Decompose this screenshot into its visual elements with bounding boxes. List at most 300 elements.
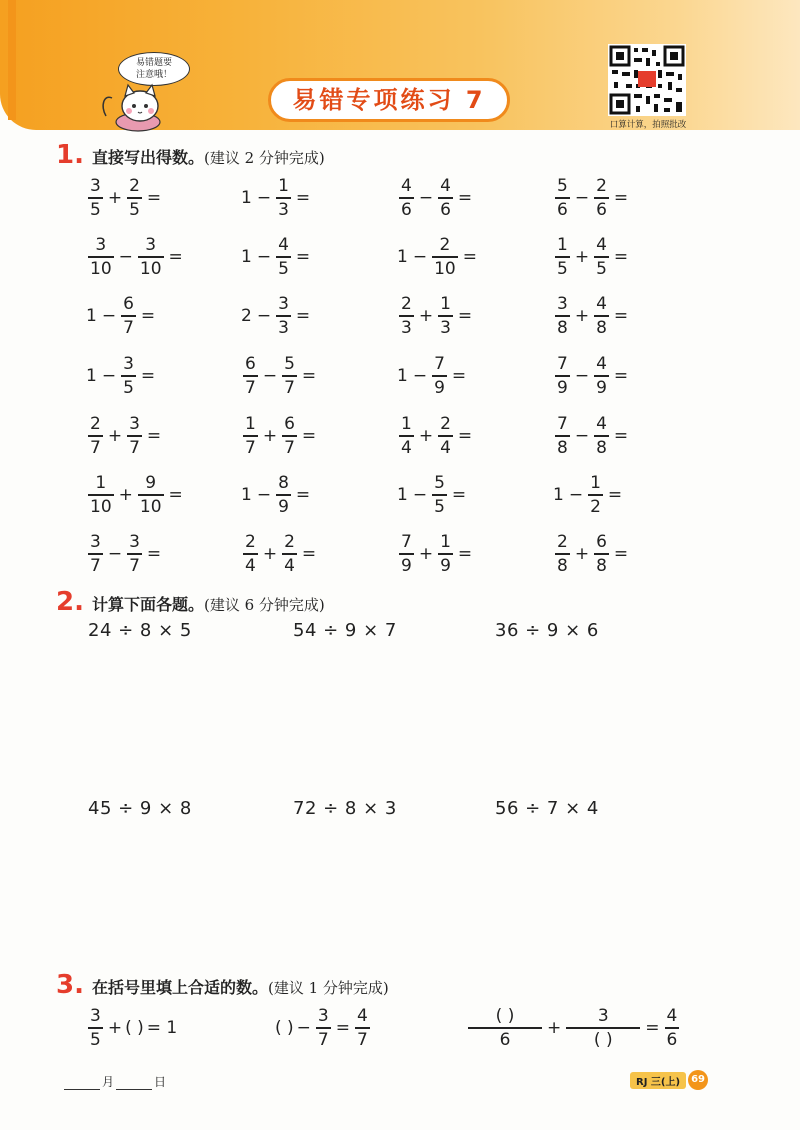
fraction-bar: [594, 315, 609, 317]
operator: −: [412, 366, 428, 386]
fraction: [438, 414, 453, 458]
fraction-bar: [243, 375, 258, 377]
fraction: [555, 176, 570, 220]
denominator: 7: [245, 437, 256, 458]
fraction-bar: [127, 435, 142, 437]
numerator: 6: [245, 354, 256, 375]
operator: +: [574, 544, 590, 564]
operator: =: [168, 485, 183, 505]
answer-blank[interactable]: ( ): [125, 1018, 144, 1038]
bubble-line-2: 注意哦！: [135, 70, 172, 80]
fraction-bar: [566, 1027, 640, 1029]
fraction: [138, 473, 164, 517]
operator: =: [146, 188, 162, 208]
denominator: 3: [440, 317, 451, 338]
operator: −: [412, 485, 428, 505]
section-2-heading: [56, 587, 325, 615]
denominator: 9: [278, 496, 289, 517]
fraction: [88, 473, 114, 517]
numerator: 4: [401, 176, 412, 197]
mental-math-problem: [86, 411, 164, 461]
denominator: 7: [284, 437, 295, 458]
fraction-bar: [594, 553, 609, 555]
operator: =: [613, 544, 629, 564]
numerator: 9: [145, 473, 157, 494]
operator: +: [107, 188, 123, 208]
denominator: 10: [139, 258, 162, 279]
operator: =: [301, 366, 317, 386]
numerator: 2: [440, 414, 451, 435]
mental-math-problem: [397, 232, 480, 282]
operator: −: [574, 366, 590, 386]
calc-problem: 36 ÷ 9 × 6: [495, 620, 599, 641]
numerator: 3: [597, 1006, 609, 1027]
denominator: 7: [129, 555, 140, 576]
operator: −: [574, 188, 590, 208]
fraction: [127, 176, 142, 220]
fraction: [88, 176, 103, 220]
mental-math-problem: [241, 411, 319, 461]
denominator: 5: [129, 199, 140, 220]
numerator: 7: [401, 532, 412, 553]
denominator: 9: [434, 377, 445, 398]
fraction: [276, 473, 291, 517]
mental-math-problem: [397, 411, 475, 461]
month-label: 月: [102, 1075, 115, 1089]
numerator: 6: [284, 414, 295, 435]
numerator: 2: [596, 176, 607, 197]
fraction: [316, 1006, 331, 1050]
fraction-bar: [399, 553, 414, 555]
mental-math-problem: [86, 291, 158, 341]
fraction: [282, 414, 297, 458]
denominator: 7: [123, 317, 134, 338]
page-title: 易错专项练习 7: [268, 78, 510, 122]
fraction-bar: [555, 435, 570, 437]
fraction: [594, 532, 609, 576]
operator: =: [301, 426, 317, 446]
numerator: 3: [123, 354, 134, 375]
denominator: 9: [596, 377, 607, 398]
fraction-bar: [121, 315, 136, 317]
fill-blank-problem-3: [466, 1003, 681, 1053]
operator: =: [146, 426, 162, 446]
fraction-bar: [243, 435, 258, 437]
operator: =: [295, 485, 311, 505]
day-blank[interactable]: [116, 1089, 152, 1090]
mental-math-problem: [553, 411, 631, 461]
denominator: 6: [557, 199, 568, 220]
operator: +: [418, 426, 434, 446]
numerator: 6: [596, 532, 607, 553]
fraction: [555, 414, 570, 458]
fraction: [594, 235, 609, 279]
fraction-bar: [276, 494, 291, 496]
denominator: 7: [129, 437, 140, 458]
whole-number: 1: [553, 485, 564, 505]
fraction: [594, 354, 609, 398]
denominator: 4: [401, 437, 412, 458]
numerator: 1: [278, 176, 289, 197]
minus-sign: −: [296, 1018, 311, 1038]
mental-math-problem: [397, 470, 469, 520]
operator: =: [607, 485, 623, 505]
answer-blank[interactable]: ( ): [593, 1029, 613, 1050]
denominator: 8: [596, 317, 607, 338]
mental-math-problem: [553, 351, 631, 401]
fraction-bar: [432, 375, 447, 377]
fraction: [665, 1006, 680, 1050]
section-1-number: 1.: [56, 140, 84, 170]
fraction-bar: [555, 256, 570, 258]
fraction: [243, 532, 258, 576]
date-field: [62, 1073, 166, 1090]
header-edge: [8, 0, 16, 120]
operator: =: [457, 306, 473, 326]
mental-math-problem: [397, 173, 475, 223]
mental-math-problem: [241, 470, 313, 520]
qr-code-icon[interactable]: [608, 44, 686, 116]
fraction: [88, 1006, 103, 1050]
fraction: [594, 294, 609, 338]
fraction-bar: [88, 197, 103, 199]
numerator: 4: [596, 414, 607, 435]
numerator: 3: [90, 532, 101, 553]
mental-math-problem: [553, 232, 631, 282]
operator: −: [101, 306, 117, 326]
fraction: [399, 414, 414, 458]
denominator: 6: [499, 1029, 511, 1050]
fraction-bar: [468, 1027, 542, 1029]
denominator: 5: [90, 1029, 101, 1050]
mental-math-problem: [86, 173, 164, 223]
fraction: [243, 414, 258, 458]
calc-problem: 45 ÷ 9 × 8: [88, 798, 192, 819]
denominator: 2: [590, 496, 601, 517]
mental-math-problem: [553, 529, 631, 579]
denominator: 8: [557, 555, 568, 576]
denominator: 10: [434, 258, 456, 279]
fraction: [468, 1006, 542, 1050]
whole-number: 1: [397, 366, 408, 386]
fraction: [438, 532, 453, 576]
whole-number: 1: [86, 306, 97, 326]
fraction: [88, 414, 103, 458]
fraction-bar: [665, 1027, 680, 1029]
whole-number: 1: [397, 485, 408, 505]
numerator: 5: [284, 354, 295, 375]
operator: =: [301, 544, 317, 564]
calc-problem: 56 ÷ 7 × 4: [495, 798, 599, 819]
operator: =: [457, 544, 473, 564]
fraction: [438, 294, 453, 338]
numerator: 2: [401, 294, 412, 315]
numerator: 4: [596, 235, 607, 256]
denominator: 5: [90, 199, 101, 220]
numerator: 3: [557, 294, 568, 315]
fill-blank-problem-1: [86, 1003, 180, 1053]
denominator: 5: [557, 258, 568, 279]
numerator: 1: [401, 414, 412, 435]
operator: −: [574, 426, 590, 446]
fraction-bar: [316, 1027, 331, 1029]
fraction-bar: [555, 315, 570, 317]
fraction: [594, 176, 609, 220]
numerator: 7: [557, 354, 568, 375]
denominator: 9: [401, 555, 412, 576]
mental-math-problem: [86, 470, 186, 520]
denominator: 3: [278, 317, 289, 338]
denominator: 7: [90, 437, 101, 458]
numerator: 7: [557, 414, 568, 435]
fraction-bar: [594, 375, 609, 377]
mental-math-problem: [86, 529, 164, 579]
denominator: 3: [278, 199, 289, 220]
fraction-bar: [399, 435, 414, 437]
plus-sign: +: [547, 1018, 562, 1038]
fraction-bar: [276, 256, 291, 258]
day-label: 日: [154, 1075, 167, 1089]
section-2-instruction: 计算下面各题。: [91, 595, 204, 614]
denominator: 10: [90, 258, 112, 279]
fraction: [432, 473, 447, 517]
operator: +: [574, 306, 590, 326]
equals-sign: =: [335, 1018, 350, 1038]
fraction-bar: [88, 553, 103, 555]
numerator: 3: [317, 1006, 329, 1027]
numerator: 2: [245, 532, 256, 553]
fraction-bar: [555, 375, 570, 377]
fraction: [282, 354, 297, 398]
denominator: 3: [401, 317, 412, 338]
fraction: [121, 294, 136, 338]
denominator: 9: [440, 555, 451, 576]
fraction: [566, 1006, 640, 1050]
numerator: 4: [278, 235, 289, 256]
denominator: 6: [440, 199, 451, 220]
denominator: 7: [245, 377, 256, 398]
fraction-bar: [438, 435, 453, 437]
fraction-bar: [138, 256, 164, 258]
operator: =: [613, 247, 629, 267]
denominator: 5: [596, 258, 607, 279]
fraction: [276, 294, 291, 338]
numerator: 4: [596, 294, 607, 315]
denominator: 7: [317, 1029, 329, 1050]
calc-problem: 24 ÷ 8 × 5: [88, 620, 192, 641]
month-blank[interactable]: [64, 1089, 100, 1090]
fraction-bar: [438, 553, 453, 555]
fraction: [88, 532, 103, 576]
page-number: 69: [688, 1070, 708, 1090]
fraction-bar: [399, 197, 414, 199]
denominator: 6: [401, 199, 412, 220]
mental-math-problem: [553, 291, 631, 341]
denominator: 10: [139, 496, 162, 517]
denominator: 7: [90, 555, 101, 576]
operator: −: [256, 188, 272, 208]
numerator: 1: [440, 294, 451, 315]
denominator: 4: [284, 555, 295, 576]
operator: =: [613, 306, 629, 326]
operator: −: [107, 544, 123, 564]
numerator: 1: [95, 473, 107, 494]
fraction-bar: [88, 256, 114, 258]
operator: −: [256, 247, 272, 267]
mental-math-problem: [553, 173, 631, 223]
section-3-heading: [56, 970, 389, 998]
fraction-bar: [594, 256, 609, 258]
numerator: 1: [590, 473, 601, 494]
fraction: [127, 414, 142, 458]
denominator: 8: [596, 555, 607, 576]
operator: −: [256, 306, 272, 326]
denominator: 10: [90, 496, 112, 517]
mental-math-problem: [397, 529, 475, 579]
footer-tag: [630, 1070, 708, 1090]
operator: =: [613, 366, 629, 386]
fraction: [399, 532, 414, 576]
numerator: 7: [434, 354, 445, 375]
operator: =: [140, 306, 156, 326]
section-2-number: 2.: [56, 587, 84, 617]
operator: −: [101, 366, 117, 386]
operator: =: [613, 188, 629, 208]
fraction: [432, 235, 458, 279]
numerator: 3: [90, 176, 101, 197]
fraction-bar: [127, 553, 142, 555]
whole-number: 1: [86, 366, 97, 386]
numerator: 2: [90, 414, 101, 435]
mental-math-problem: [397, 351, 469, 401]
operator: =: [457, 188, 473, 208]
operator: =: [168, 247, 183, 267]
denominator: 8: [596, 437, 607, 458]
mental-math-problem: [241, 351, 319, 401]
fraction: [555, 532, 570, 576]
operator: +: [262, 544, 278, 564]
fraction-bar: [438, 197, 453, 199]
operator: −: [118, 247, 133, 267]
section-3-number: 3.: [56, 970, 84, 1000]
fraction-bar: [355, 1027, 370, 1029]
operator: =: [295, 188, 311, 208]
fraction: [438, 176, 453, 220]
fraction-bar: [127, 197, 142, 199]
operator: −: [418, 188, 434, 208]
numerator: 4: [440, 176, 451, 197]
denominator: 8: [557, 317, 568, 338]
equals-result: = 1: [146, 1018, 178, 1038]
fraction-bar: [121, 375, 136, 377]
fraction: [555, 354, 570, 398]
operator: =: [451, 485, 467, 505]
fraction: [276, 235, 291, 279]
mental-math-problem: [241, 291, 313, 341]
fraction-bar: [282, 553, 297, 555]
fraction: [127, 532, 142, 576]
section-1-hint: (建议 2 分钟完成): [203, 149, 325, 167]
numerator: 1: [245, 414, 256, 435]
whole-number: 1: [241, 188, 252, 208]
fraction-bar: [555, 197, 570, 199]
section-1-heading: [56, 140, 325, 168]
equals-sign: =: [645, 1018, 660, 1038]
operator: −: [412, 247, 428, 267]
mental-math-problem: [86, 351, 158, 401]
plus-sign: +: [107, 1018, 123, 1038]
fraction-bar: [88, 494, 114, 496]
fraction: [243, 354, 258, 398]
mental-math-problem: [86, 232, 186, 282]
answer-blank[interactable]: ( ): [495, 1006, 515, 1027]
operator: =: [295, 247, 311, 267]
answer-blank[interactable]: ( ): [275, 1018, 294, 1038]
denominator: 7: [357, 1029, 368, 1050]
mental-math-problem: [241, 529, 319, 579]
operator: +: [418, 544, 434, 564]
cat-mascot-icon: [98, 76, 178, 132]
denominator: 6: [596, 199, 607, 220]
fraction: [355, 1006, 370, 1050]
numerator: 8: [278, 473, 289, 494]
numerator: 3: [145, 235, 157, 256]
section-1-instruction: 直接写出得数。: [91, 148, 204, 167]
mental-math-problem: [241, 173, 313, 223]
numerator: 3: [95, 235, 107, 256]
operator: =: [462, 247, 477, 267]
operator: =: [140, 366, 156, 386]
operator: −: [256, 485, 272, 505]
denominator: 4: [440, 437, 451, 458]
whole-number: 1: [241, 485, 252, 505]
whole-number: 1: [397, 247, 408, 267]
operator: =: [146, 544, 162, 564]
numerator: 4: [596, 354, 607, 375]
operator: −: [262, 366, 278, 386]
fraction-bar: [88, 435, 103, 437]
fraction-bar: [432, 256, 458, 258]
fraction-bar: [594, 435, 609, 437]
fraction-bar: [88, 1027, 103, 1029]
numerator: 1: [440, 532, 451, 553]
numerator: 5: [557, 176, 568, 197]
mental-math-problem: [553, 470, 625, 520]
numerator: 4: [357, 1006, 368, 1027]
operator: =: [457, 426, 473, 446]
fraction-bar: [399, 315, 414, 317]
denominator: 8: [557, 437, 568, 458]
calc-problem: 54 ÷ 9 × 7: [293, 620, 397, 641]
bubble-line-1: 易错题要: [135, 58, 172, 68]
denominator: 6: [666, 1029, 678, 1050]
numerator: 2: [557, 532, 568, 553]
fill-blank-problem-2: [275, 1003, 372, 1053]
numerator: 3: [90, 1006, 101, 1027]
fraction-bar: [594, 197, 609, 199]
fraction-bar: [282, 375, 297, 377]
fraction: [121, 354, 136, 398]
whole-number: 1: [241, 247, 252, 267]
operator: =: [451, 366, 467, 386]
numerator: 5: [434, 473, 445, 494]
fraction-bar: [432, 494, 447, 496]
denominator: 9: [557, 377, 568, 398]
section-3-instruction: 在括号里填上合适的数。: [91, 978, 268, 997]
fraction-bar: [138, 494, 164, 496]
qr-caption: 口算计算，拍照批改: [609, 120, 687, 130]
fraction: [138, 235, 164, 279]
